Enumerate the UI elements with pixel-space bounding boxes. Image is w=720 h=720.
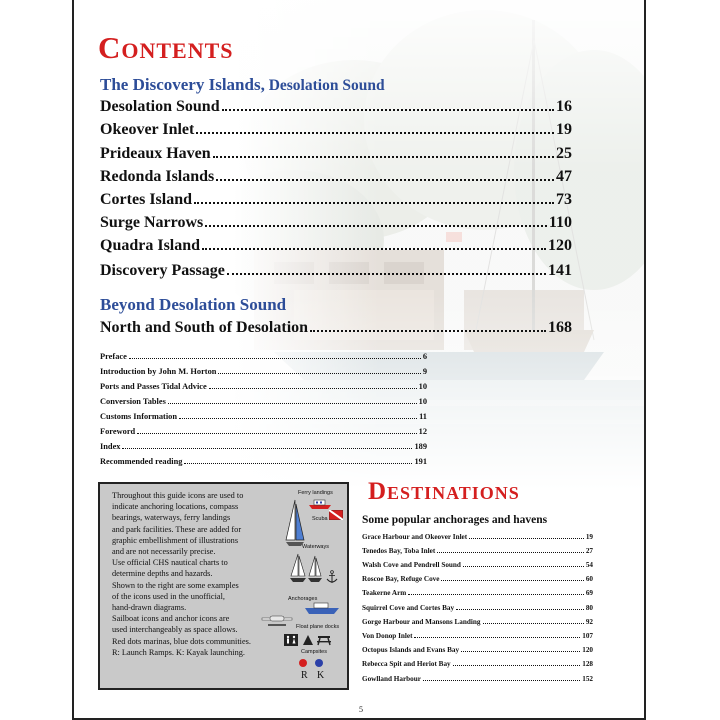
destination-label: Roscoe Bay, Refuge Cove [362,575,440,583]
leader-dots [137,433,416,434]
section-heading-beyond-desolation [100,295,286,315]
toc-entry-page: 16 [556,98,572,115]
toc-entry[interactable] [100,191,572,209]
toc-entry-label: Okeover Inlet [100,121,195,138]
legend-text-line: bearings, waterways, ferry landings [112,513,231,523]
motorboat-icon [304,601,340,615]
toc-entry[interactable] [100,262,572,280]
float-plane-docks-label: Float plane docks [296,624,340,630]
leader-dots [437,552,584,553]
destination-label: Walsh Cove and Pendrell Sound [362,561,461,569]
toc-entry-label: Surge Narrows [100,214,204,231]
destination-label: Tenedos Bay, Toba Inlet [362,547,436,555]
leader-dots [408,594,584,595]
destination-page: 107 [582,632,593,640]
destination-label: Gorge Harbour and Mansons Landing [362,618,481,626]
toc-entry-page: 25 [556,145,572,162]
legend-text-line: and are not necessarily precise. [112,547,216,557]
legend-text-line: indicate anchoring locations, compass [112,502,239,512]
toc-entry[interactable] [100,98,572,116]
destination-label: Octopus Islands and Evans Bay [362,646,460,654]
destination-label: Rebecca Spit and Heriot Bay [362,660,451,668]
destination-label: Von Donop Inlet [362,632,413,640]
leader-dots [168,403,417,404]
leader-dots [209,388,417,389]
legend-text-line: graphic embellishment of illustrations [112,535,239,545]
destination-page: 120 [582,646,593,654]
destination-page: 27 [585,547,593,555]
front-matter-label: Conversion Tables [100,397,166,406]
destination-label: Gowlland Harbour [362,675,421,683]
legend-text-line: R: Launch Ramps. K: Kayak launching. [112,647,245,657]
front-matter-page: 10 [418,382,427,391]
toc-entry[interactable] [100,237,572,255]
destination-page: 152 [582,675,593,683]
sailboat-small-icon-2 [306,554,324,584]
leader-dots [441,580,583,581]
icon-legend-box [98,482,349,690]
section-heading-main: The Discovery Islands, [100,75,265,94]
destination-label: Grace Harbour and Okeover Inlet [362,533,468,541]
toc-entry[interactable] [100,121,572,139]
destination-page: 54 [585,561,593,569]
marina-dot-icon [298,658,308,668]
front-matter-page: 6 [422,352,427,361]
legend-text-line: Use official CHS nautical charts to [112,558,228,568]
leader-dots [196,132,554,134]
destination-page: 69 [585,589,593,597]
toc-entry-label: Desolation Sound [100,98,220,115]
front-matter-entry[interactable] [100,412,427,422]
toc-entry-label: North and South of Desolation [100,319,309,336]
toc-entry-label: Discovery Passage [100,262,225,279]
sailboat-small-icon [288,552,308,584]
leader-dots [184,463,412,464]
front-matter-page: 191 [414,457,427,466]
leader-dots [205,225,547,227]
leader-dots [310,330,546,332]
toc-entry-label: Prideaux Haven [100,145,211,162]
toc-entry-page: 168 [548,319,572,336]
ferry-landings-label: Ferry landings [298,490,333,496]
destination-entry[interactable] [362,561,593,570]
legend-text-line: Shown to the right are some examples [112,580,239,590]
leader-dots [469,538,584,539]
scuba-label: Scuba [312,516,328,522]
legend-text-line: and park facilities. These are added for [112,524,242,534]
front-matter-entry[interactable] [100,397,427,407]
destinations-title: Destinations [368,478,520,505]
section-heading-discovery-islands [100,75,385,95]
leader-dots [227,273,546,275]
book-page [72,0,646,720]
destination-entry[interactable] [362,604,593,613]
toc-entry-label: Quadra Island [100,237,201,254]
toc-entry-page: 110 [548,214,572,231]
front-matter-entry[interactable] [100,427,427,437]
picnic-table-icon [317,634,331,646]
section-heading-main: Beyond Desolation Sound [100,295,287,314]
front-matter-entry[interactable] [100,442,427,452]
destination-page: 80 [585,604,593,612]
destination-entry[interactable] [362,646,593,655]
destination-entry[interactable] [362,547,593,556]
front-matter-page: 9 [422,367,427,376]
front-matter-page: 189 [414,442,427,451]
toc-entry-page: 73 [556,191,572,208]
legend-text-line: of the icons used in the unofficial, [112,591,225,601]
washroom-icon [284,634,298,646]
destination-page: 92 [585,618,593,626]
legend-text-line: determine depths and hazards. [112,569,213,579]
front-matter-page: 10 [418,397,427,406]
destination-entry[interactable] [362,660,593,669]
toc-entry[interactable] [100,214,572,232]
destination-entry[interactable] [362,533,593,542]
legend-text-line: Sailboat icons and anchor icons are [112,614,230,624]
destination-page: 60 [585,575,593,583]
page-number: 5 [359,705,363,714]
front-matter-label: Customs Information [100,412,178,421]
anchorages-label: Anchorages [288,596,318,602]
legend-text-line: hand-drawn diagrams. [112,603,187,613]
float-plane-icon [260,614,294,628]
destination-entry[interactable] [362,632,593,641]
legend-text-line: Red dots marinas, blue dots communities. [112,636,251,646]
leader-dots [461,651,580,652]
front-matter-label: Foreword [100,427,136,436]
destinations-subtitle: Some popular anchorages and havens [362,514,548,526]
toc-entry-page: 120 [548,237,572,254]
legend-text-line: Throughout this guide icons are used to [112,491,244,500]
anchor-icon [326,570,338,584]
front-matter-label: Index [100,442,121,451]
tent-icon [302,634,314,646]
destination-page: 19 [585,533,593,541]
toc-entry-page: 19 [556,121,572,138]
community-dot-icon [314,658,324,668]
section-heading-rest: Desolation Sound [264,77,385,94]
leader-dots [453,665,581,666]
launch-ramp-letter: R [301,670,308,681]
sailboat-icon [284,498,306,548]
leader-dots [463,566,584,567]
ferry-icon [308,498,332,510]
destination-entry[interactable] [362,675,593,684]
front-matter-label: Ports and Passes Tidal Advice [100,382,207,391]
legend-text-line: used interchangeably as space allows. [112,625,238,635]
front-matter-page: 12 [418,427,427,436]
leader-dots [216,179,554,181]
front-matter-page: 11 [419,412,427,421]
toc-entry[interactable] [100,319,572,337]
destination-entry[interactable] [362,618,593,627]
icon-legend-text [112,490,282,658]
destination-page: 128 [582,660,593,668]
leader-dots [222,109,554,111]
front-matter-label: Recommended reading [100,457,183,466]
destination-label: Squirrel Cove and Cortes Bay [362,604,455,612]
leader-dots [414,637,580,638]
toc-entry-label: Cortes Island [100,191,193,208]
front-matter-entry[interactable] [100,367,427,377]
toc-entry[interactable] [100,145,572,163]
toc-entry[interactable] [100,168,572,186]
front-matter-entry[interactable] [100,382,427,392]
front-matter-entry[interactable] [100,352,427,362]
leader-dots [213,156,554,158]
waterways-label: Waterways [302,544,329,550]
toc-entry-page: 47 [556,168,572,185]
leader-dots [456,609,584,610]
destination-entry[interactable] [362,589,593,598]
kayak-launch-letter: K [317,670,325,681]
leader-dots [202,248,546,250]
front-matter-label: Introduction by John M. Horton [100,367,217,376]
toc-entry-label: Redonda Islands [100,168,215,185]
toc-entry-page: 141 [548,262,572,279]
destination-entry[interactable] [362,575,593,584]
leader-dots [129,358,421,359]
front-matter-entry[interactable] [100,457,427,467]
front-matter-label: Preface [100,352,127,361]
scuba-flag-icon [329,510,343,520]
leader-dots [423,680,580,681]
leader-dots [194,202,554,204]
leader-dots [122,448,412,449]
contents-title: Contents [98,30,234,65]
campsites-label: Campsites [301,649,327,655]
leader-dots [483,623,584,624]
leader-dots [218,373,420,374]
destination-label: Teakerne Arm [362,589,407,597]
leader-dots [179,418,417,419]
